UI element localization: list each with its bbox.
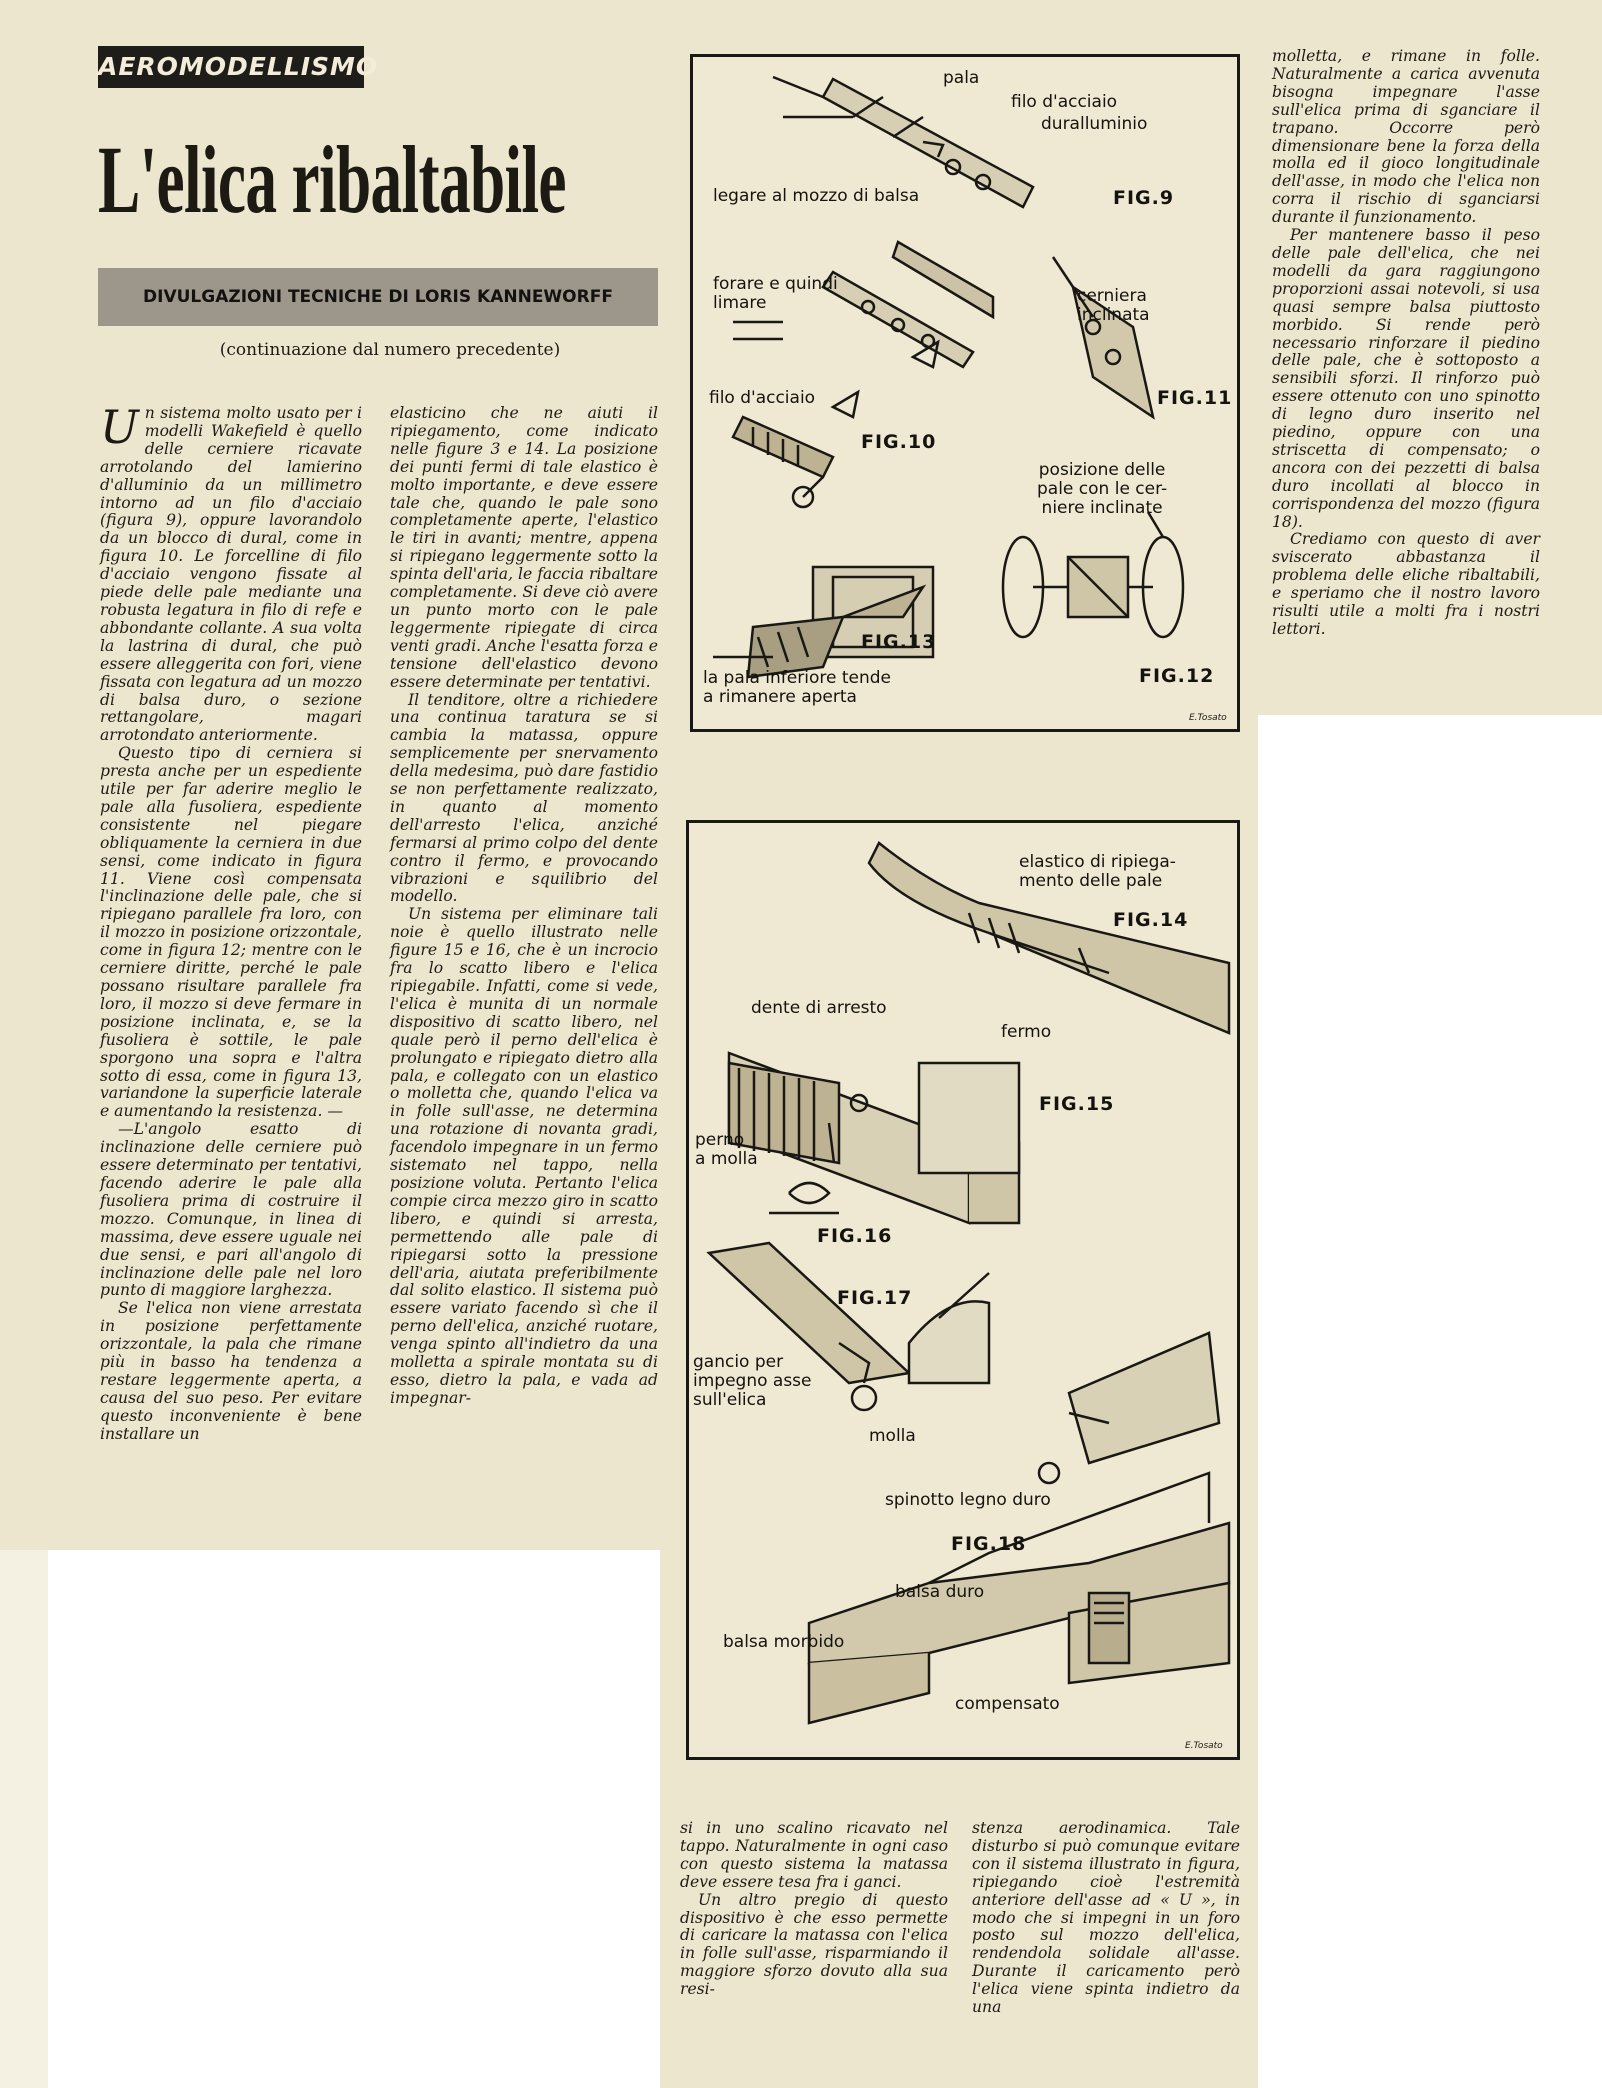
label-legare-mozzo: legare al mozzo di balsa bbox=[713, 186, 920, 206]
label-cerniera-inclinata: cerniera inclinata bbox=[1077, 286, 1150, 325]
fig14-label: FIG.14 bbox=[1113, 909, 1189, 931]
fig9-label: FIG.9 bbox=[1113, 187, 1175, 209]
label-filo-acciaio: filo d'acciaio bbox=[1011, 92, 1118, 112]
fig16-label: FIG.16 bbox=[817, 1225, 893, 1247]
label-duralluminio: duralluminio bbox=[1041, 114, 1148, 134]
label-spinotto: spinotto legno duro bbox=[885, 1490, 1051, 1510]
fig15-label: FIG.15 bbox=[1039, 1093, 1115, 1115]
byline: DIVULGAZIONI TECNICHE DI LORIS KANNEWORFF bbox=[98, 268, 658, 326]
paragraph: elasticino che ne aiuti il ripiegamento, come indicato nelle figure 3 e 14. La posizione dei punti fermi di tale elastico è molto importante, e deve essere tale che, quando le pale sono completamente aperte, l'elastico le tiri in avanti; mentre, appena si ripiegano leggermente sotto la spinta dell'aria, le faccia ribaltare completamente. Si deve ciò avere un punto morto con le pale leggermente ripiegate di circa venti gradi. Anche l'esatta forza e tensione dell'elastico devono essere determinate per tentativi. bbox=[390, 404, 658, 691]
section-tag: AEROMODELLISMO bbox=[98, 46, 364, 88]
paper-bottom-left bbox=[0, 1550, 48, 2088]
label-forare-limare: forare e quindi limare bbox=[713, 274, 838, 313]
text-column-1 bbox=[100, 400, 362, 1444]
label-elastico: elastico di ripiega- mento delle pale bbox=[1019, 852, 1176, 891]
illustrator-signature: E.Tosato bbox=[1185, 1741, 1223, 1751]
paragraph: stenza aerodinamica. Tale disturbo si può comunque evitare con il sistema illustrato in figura, ripiegando cioè l'estremità anteriore dell'asse ad « U », in modo che si impegni in un foro posto sul mozzo dell'elica, rendendola solidale all'asse. Durante il caricamento però l'elica viene spinta indietro da una bbox=[972, 1819, 1240, 2017]
figure-illustration-14-18 bbox=[689, 823, 1237, 1757]
label-molla: molla bbox=[869, 1426, 916, 1446]
paragraph: Il tenditore, oltre a richiedere una continua taratura se si cambia la matassa, oppure semplicemente per snervamento della medesima, può dare fastidio se non perfettamente realizzato, in quanto al momento dell'arresto l'elica, anziché fermarsi al primo colpo del dente contro il fermo, e provocando vibrazioni e squilibrio del modello. bbox=[390, 690, 658, 906]
drop-cap: U bbox=[100, 400, 139, 454]
paragraph: —L'angolo esatto di inclinazione delle cerniere può essere determinato per tentativi, facendo aderire le pale alla fusoliera prima di costruire il mozzo. Comunque, in linea di massima, deve essere uguale nei due sensi, e pari all'angolo di inclinazione delle pale nel loro punto di maggiore larghezza. bbox=[100, 1120, 362, 1300]
label-fermo: fermo bbox=[1001, 1022, 1052, 1042]
paragraph: Questo tipo di cerniera si presta anche per un espediente utile per far aderire meglio le pale alla fusoliera, espediente consistente nel piegare obliquamente la cerniera in due sensi, come indicato in figura 11. Viene così compensata l'inclinazione delle pale, che si ripiegano parallele fra loro, con il mozzo in posizione orizzontale, come in figura 12; mentre con le cerniere diritte, perché le pale possano risultare parallele fra loro, il mozzo si deve fermare in posizione inclinata, e, se la fusoliera è sottile, le pale sporgono una sopra e l'altra sotto di essa, come in figura 13, variandone la superficie laterale e aumentando la resistenza. — bbox=[100, 744, 362, 1121]
label-posizione-pale: posizione delle pale con le cer- niere inclinate bbox=[1037, 460, 1168, 518]
fig13-label: FIG.13 bbox=[861, 631, 937, 653]
paragraph: Un sistema per eliminare tali noie è quello illustrato nelle figure 15 e 16, che è un incrocio fra lo scatto libero e l'elica ripiegabile. Infatti, come si vede, l'elica è munita di un normale dispositivo di scatto libero, nel quale però il perno dell'elica è prolungato e ripiegato dietro alla pala, e collegato con un elastico o molletta che, quando l'elica va in folle sull'asse, ne determina una rotazione di novanta gradi, facendolo impegnare in un fermo sistemato nel tappo, nella posizione voluta. Pertanto l'elica compie circa mezzo giro in scatto libero, e quindi si arresta, permettendo alle pale di ripiegarsi sotto la pressione dell'aria, aiutata preferibilmente dal solito elastico. Il sistema può essere variato facendo sì che il perno dell'elica, anziché ruotare, venga spinto all'indietro da una molletta a spirale montata su di esso, dietro la pala, e vada ad impegnar- bbox=[390, 905, 658, 1407]
paragraph: molletta, e rimane in folle. Naturalmente a carica avvenuta bisogna impegnare l'asse sull'elica prima di sganciare il trapano. Occorre però dimensionare bene la forza della molla ed il gioco longitudinale dell'asse, in modo che l'elica non corra il rischio di sganciarsi durante il funzionamento. bbox=[1272, 47, 1540, 227]
label-compensato: compensato bbox=[955, 1694, 1060, 1714]
label-pala: pala bbox=[943, 68, 980, 88]
fig11-label: FIG.11 bbox=[1157, 387, 1233, 409]
paragraph: n sistema molto usato per i modelli Wakefield è quello delle cerniere ricavate arrotolando del lamierino d'alluminio da un millimetro intorno ad un filo d'acciaio (figura 9), oppure lavorandolo da un blocco di dural, come in figura 10. Le forcelline di filo d'acciaio vengono fissate al piede delle pale mediante una robusta legatura in filo di refe e abbondante collante. A sua volta la lastrina di dural, che può essere alleggerita con fori, viene fissata con legatura ad un mozzo di balsa duro, o sezione rettangolare, magari arrotondato anteriormente. bbox=[100, 404, 362, 745]
paragraph: Crediamo con questo di aver sviscerato abbastanza il problema delle eliche ribaltabili, e speriamo che il nostro lavoro risulti utile a molti fra i nostri lettori. bbox=[1272, 530, 1540, 638]
paragraph: Per mantenere basso il peso delle pale dell'elica, che nei modelli da gara raggiungono proporzioni assai notevoli, si usa quasi sempre balsa piuttosto morbido. Si rende però necessario rinforzare il piedino delle pale, che è sottoposto a sensibili sforzi. Il rinforzo può essere ottenuto con uno spinotto di legno duro inserito nel piedino, oppure con una striscetta di compensato; o ancora con dei pezzetti di balsa duro incollati al blocco in corrispondenza del mozzo (figura 18). bbox=[1272, 226, 1540, 531]
fig12-label: FIG.12 bbox=[1139, 665, 1215, 687]
paragraph: si in uno scalino ricavato nel tappo. Naturalmente in ogni caso con questo sistema la matassa deve essere tesa fra i ganci. bbox=[680, 1819, 948, 1891]
label-gancio: gancio per impegno asse sull'elica bbox=[693, 1352, 812, 1410]
continuation-note: (continuazione dal numero precedente) bbox=[219, 340, 561, 360]
label-balsa-morbido: balsa morbido bbox=[723, 1632, 845, 1652]
figure-box-9-13 bbox=[690, 54, 1240, 732]
paragraph: Un altro pregio di questo dispositivo è che esso permette di caricare la matassa con l'elica in folle sull'asse, risparmiando il maggiore sforzo dovuto alla sua resi- bbox=[680, 1890, 948, 1999]
article-title: L'elica ribaltabile bbox=[98, 126, 566, 233]
label-balsa-duro: balsa duro bbox=[895, 1582, 985, 1602]
fig18-label: FIG.18 bbox=[951, 1533, 1027, 1555]
text-column-4 bbox=[680, 1820, 948, 1999]
paragraph: Se l'elica non viene arrestata in posizione perfettamente orizzontale, la pala che rimane più in basso ha tendenza a restare leggermente aperta, a causa del suo peso. Per evitare questo inconveniente è bene installare un bbox=[100, 1299, 362, 1443]
fig10-label: FIG.10 bbox=[861, 431, 937, 453]
text-column-2 bbox=[390, 405, 658, 1408]
text-column-3 bbox=[1272, 48, 1540, 639]
illustrator-signature: E.Tosato bbox=[1189, 713, 1227, 723]
label-perno-molla: perno a molla bbox=[695, 1130, 758, 1169]
figure-box-14-18 bbox=[686, 820, 1240, 1760]
label-dente-arresto: dente di arresto bbox=[751, 998, 887, 1018]
label-pala-inferiore: la pala inferiore tende a rimanere aperta bbox=[703, 668, 891, 707]
text-column-5 bbox=[972, 1820, 1240, 2017]
fig17-label: FIG.17 bbox=[837, 1287, 913, 1309]
label-filo-acciaio-10: filo d'acciaio bbox=[709, 388, 816, 408]
